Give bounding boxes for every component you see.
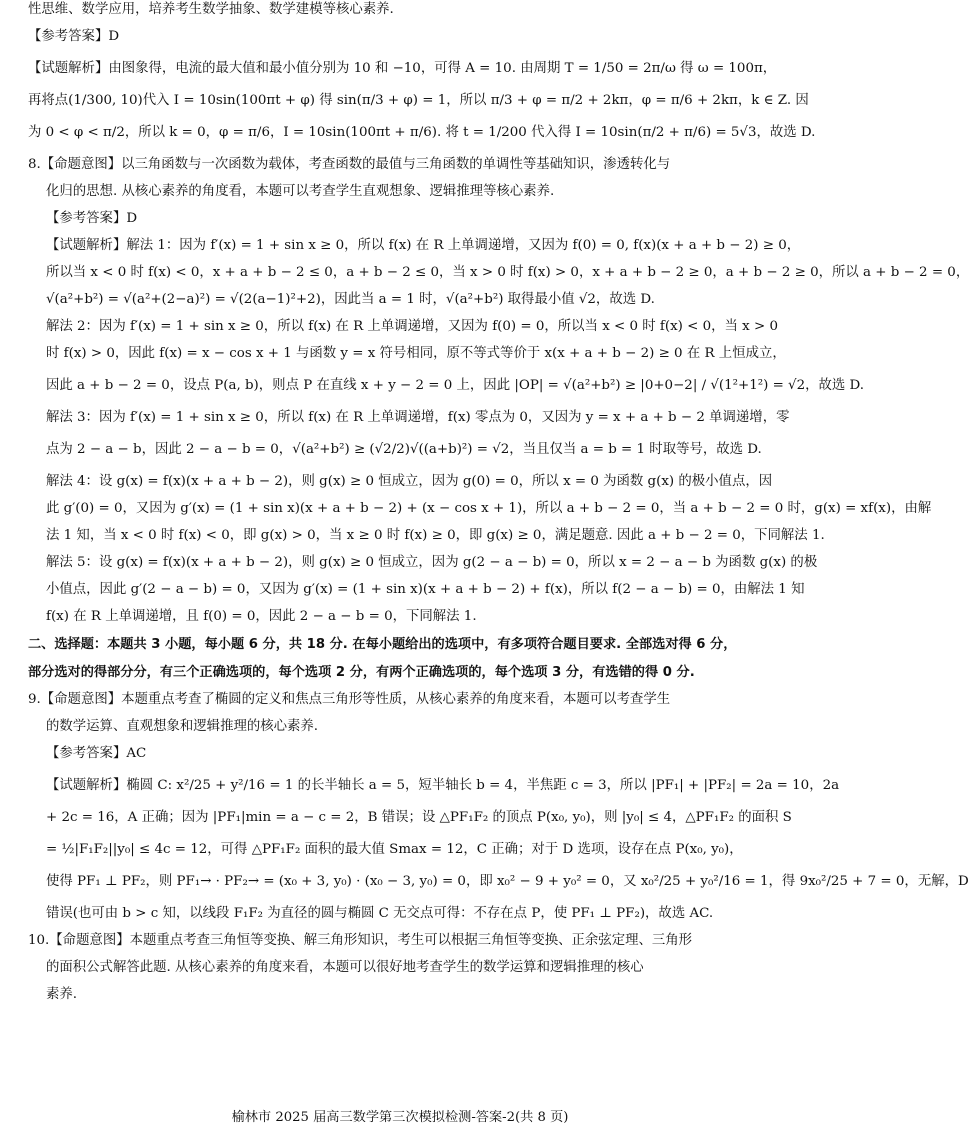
solution-line: 【试题解析】由图象得，电流的最大值和最小值分别为 10 和 −10，可得 A = 10. 由周期 T = 1/50 = 2π/ω 得 ω = 100π， [28, 61, 777, 76]
solution-line: 所以当 x < 0 时 f(x) < 0，x + a + b − 2 ≤ 0，a + b − 2 ≤ 0，当 x > 0 时 f(x) > 0，x + a + b − 2 ≥ 0，a + b − 2 ≥ 0，所以 a + b − 2 = 0， [46, 265, 969, 280]
question-8-answer: 【参考答案】D [46, 211, 138, 226]
question-9-answer: 【参考答案】AC [46, 746, 147, 761]
question-8-intent: 8.【命题意图】以三角函数与一次函数为载体，考查函数的最值与三角函数的单调性等基础知识，渗透转化与 [28, 157, 671, 172]
solution-line: 解法 4：设 g(x) = f(x)(x + a + b − 2)，则 g(x) ≥ 0 恒成立，因为 g(0) = 0，所以 x = 0 为函数 g(x) 的极小值点，因 [46, 474, 773, 489]
solution-line: 法 1 知，当 x < 0 时 f(x) < 0，即 g(x) > 0，当 x ≥ 0 时 f(x) ≥ 0，即 g(x) ≥ 0，满足题意. 因此 a + b − 2 = 0，下同解法 1. [46, 528, 825, 543]
solution-line: 时 f(x) > 0，因此 f(x) = x − cos x + 1 与函数 y = x 符号相同，原不等式等价于 x(x + a + b − 2) ≥ 0 在 R 上恒成立， [46, 346, 786, 361]
solution-line: 再将点(1/300, 10)代入 I = 10sin(100πt + φ) 得 sin(π/3 + φ) = 1，所以 π/3 + φ = π/2 + 2kπ，φ = π/6 + 2kπ，k ∈ Z. 因 [28, 93, 809, 108]
solution-line: 错误(也可由 b > c 知，以线段 F₁F₂ 为直径的圆与椭圆 C 无交点可得：不存在点 P，使 PF₁ ⊥ PF₂)，故选 AC. [46, 906, 714, 921]
question-8-intent-cont: 化归的思想. 从核心素养的角度看，本题可以考查学生直观想象、逻辑推理等核心素养. [46, 184, 555, 199]
page-footer: 榆林市 2025 届高三数学第三次模拟检测-答案-2(共 8 页) [231, 1110, 569, 1125]
question-10-intent-cont: 的面积公式解答此题. 从核心素养的角度来看，本题可以很好地考查学生的数学运算和逻辑推理的核心 [46, 960, 644, 975]
answer-label: 【参考答案】D [28, 29, 120, 44]
solution-line: 解法 2：因为 f′(x) = 1 + sin x ≥ 0，所以 f(x) 在 R 上单调递增，又因为 f(0) = 0，所以当 x < 0 时 f(x) < 0，当 x > 0 [46, 319, 778, 334]
solution-line: 解法 3：因为 f′(x) = 1 + sin x ≥ 0，所以 f(x) 在 R 上单调递增，f(x) 零点为 0，又因为 y = x + a + b − 2 单调递增，零 [46, 410, 790, 425]
question-9-intent: 9.【命题意图】本题重点考查了椭圆的定义和焦点三角形等性质，从核心素养的角度来看，本题可以考查学生 [28, 692, 671, 707]
solution-line: 【试题解析】椭圆 C: x²/25 + y²/16 = 1 的长半轴长 a = 5，短半轴长 b = 4，半焦距 c = 3，所以 |PF₁| + |PF₂| = 2a = 10，2a [46, 778, 840, 793]
solution-line: 点为 2 − a − b，因此 2 − a − b = 0，√(a²+b²) ≥ (√2/2)√((a+b)²) = √2，当且仅当 a = b = 1 时取等号，故选 D. [46, 442, 762, 457]
solution-line: 此 g′(0) = 0，又因为 g′(x) = (1 + sin x)(x + a + b − 2) + (x − cos x + 1)，所以 a + b − 2 = 0，当 a + b − 2 = 0 时，g(x) = xf(x)，由解 [46, 501, 932, 516]
section-heading: 二、选择题：本题共 3 小题，每小题 6 分，共 18 分. 在每小题给出的选项中，有多项符合题目要求. 全部选对得 6 分， [28, 637, 737, 652]
question-10-intent-end: 素养. [46, 987, 78, 1002]
question-10-intent: 10.【命题意图】本题重点考查三角恒等变换、解三角形知识，考生可以根据三角恒等变换、正余弦定理、三角形 [28, 933, 693, 948]
solution-line: 小值点，因此 g′(2 − a − b) = 0，又因为 g′(x) = (1 + sin x)(x + a + b − 2) + f(x)，所以 f(2 − a − b) = 0，由解法 1 知 [46, 582, 805, 597]
solution-line: 因此 a + b − 2 = 0，设点 P(a, b)，则点 P 在直线 x + y − 2 = 0 上，因此 |OP| = √(a²+b²) ≥ |0+0−2| / √(1²+1²) = √2，故选 D. [46, 378, 865, 393]
solution-line: f(x) 在 R 上单调递增，且 f(0) = 0，因此 2 − a − b = 0，下同解法 1. [46, 609, 477, 624]
solution-line: √(a²+b²) = √(a²+(2−a)²) = √(2(a−1)²+2)，因此当 a = 1 时，√(a²+b²) 取得最小值 √2，故选 D. [46, 292, 655, 307]
solution-line: 为 0 < φ < π/2，所以 k = 0，φ = π/6，I = 10sin(100πt + π/6). 将 t = 1/200 代入得 I = 10sin(π/2 + π/6) = 5√3，故选 D. [28, 125, 816, 140]
section-heading-cont: 部分选对的得部分分，有三个正确选项的，每个选项 2 分，有两个正确选项的，每个选项 3 分，有选错的得 0 分. [28, 665, 695, 680]
solution-line: 【试题解析】解法 1：因为 f′(x) = 1 + sin x ≥ 0，所以 f(x) 在 R 上单调递增，又因为 f(0) = 0, f(x)(x + a + b − 2) ≥ 0， [46, 238, 801, 253]
solution-line: 解法 5：设 g(x) = f(x)(x + a + b − 2)，则 g(x) ≥ 0 恒成立，因为 g(2 − a − b) = 0，所以 x = 2 − a − b 为函数 g(x) 的极 [46, 555, 818, 570]
question-9-intent-cont: 的数学运算、直观想象和逻辑推理的核心素养. [46, 719, 319, 734]
solution-line: = ½|F₁F₂||y₀| ≤ 4c = 12，可得 △PF₁F₂ 面积的最大值 Smax = 12，C 正确；对于 D 选项，设存在点 P(x₀, y₀)， [46, 842, 743, 857]
text-line: 性思维、数学应用，培养考生数学抽象、数学建模等核心素养. [28, 2, 394, 17]
solution-line: + 2c = 16，A 正确；因为 |PF₁|min = a − c = 2，B 错误；设 △PF₁F₂ 的顶点 P(x₀, y₀)，则 |y₀| ≤ 4，△PF₁F₂ 的面积 S [46, 810, 792, 825]
solution-line: 使得 PF₁ ⊥ PF₂，则 PF₁→ · PF₂→ = (x₀ + 3, y₀) · (x₀ − 3, y₀) = 0，即 x₀² − 9 + y₀² = 0，又 x₀²/25 + y₀²/16 = 1，得 9x₀²/25 + 7 = 0，无解，D [46, 874, 969, 889]
